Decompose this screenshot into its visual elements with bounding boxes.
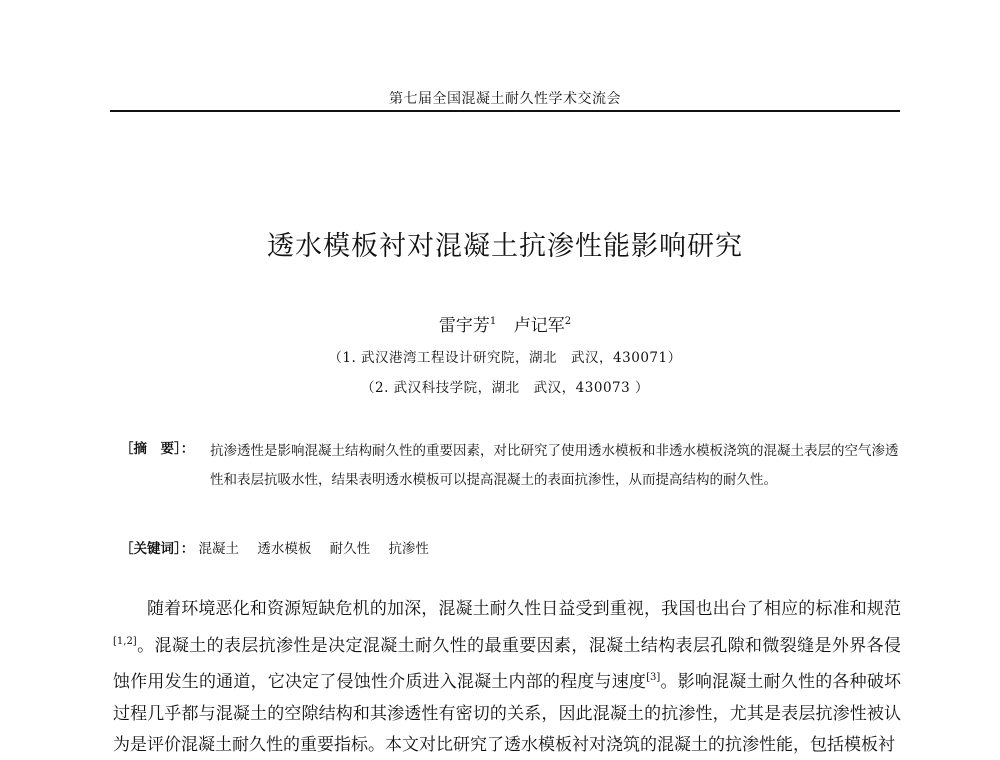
running-header: 第七届全国混凝土耐久性学术交流会: [389, 91, 621, 107]
author-line: [110, 311, 900, 336]
affiliation-1: （1. 武汉港湾工程设计研究院，湖北 武汉，430071）: [328, 350, 682, 366]
body-paragraph: [113, 594, 901, 760]
author-2: [514, 316, 571, 336]
keywords: [120, 537, 900, 557]
keyword: 混凝土: [198, 541, 240, 557]
abstract-label: ［摘 要］：: [120, 441, 195, 457]
author-affil-mark: 1: [489, 316, 497, 327]
author-name: 卢记军: [513, 316, 565, 336]
author-name: 雷宇芳: [438, 316, 490, 336]
citation[interactable]: [1,2]: [113, 635, 137, 647]
affiliation-2: （2. 武汉科技学院，湖北 武汉，430073 ）: [361, 380, 649, 396]
keywords-label: ［关键词］：: [120, 541, 195, 557]
citation[interactable]: [3]: [646, 672, 661, 683]
body-text: 。混凝土的表层抗渗性是决定混凝土耐久性的最重要因素，混凝土结构表层孔隙和微裂缝是外界各侵蚀作用发生的通道，它决定了侵蚀性介质进入混凝土内部的程度与速度: [113, 635, 901, 692]
author-1: [439, 316, 496, 336]
header-rule: [110, 110, 900, 112]
abstract-text: 抗渗透性是影响混凝土结构耐久性的重要因素，对比研究了使用透水模板和非透水模板浇筑的混凝土表层的空气渗透性和表层抗吸水性，结果表明透水模板可以提高混凝土的表面抗渗性，从而提高结构的耐久性。: [210, 443, 899, 488]
keyword: 透水模板: [257, 541, 312, 557]
body-text: 。影响混凝土耐久性的各种破坏过程几乎都与混凝土的空隙结构和其渗透性有密切的关系，因此混凝土的抗渗性，尤其是表层抗渗性被认为是评价混凝土耐久性的重要指标。本文对比研究了透水模板衬对浇筑的混凝土的抗渗性能，包括模板衬: [113, 672, 902, 755]
author-affil-mark: 2: [564, 316, 572, 327]
paper-title: 透水模板衬对混凝土抗渗性能影响研究: [267, 231, 743, 262]
keyword: 抗渗性: [388, 541, 429, 557]
body-text: 随着环境恶化和资源短缺危机的加深，混凝土耐久性日益受到重视，我国也出台了相应的标准和规范: [147, 599, 901, 619]
keyword: 耐久性: [329, 541, 371, 557]
